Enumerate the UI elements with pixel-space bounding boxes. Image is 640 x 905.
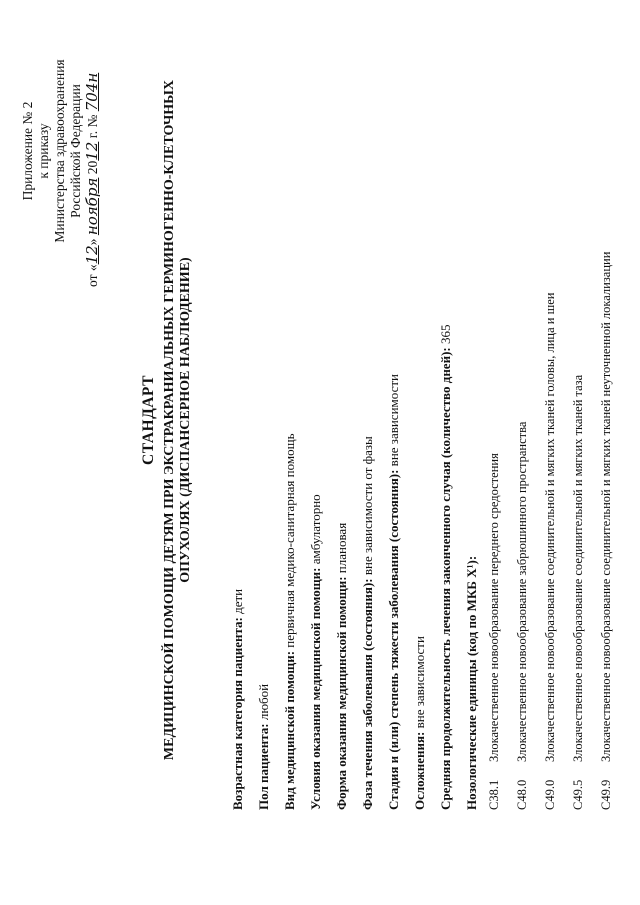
order-number: 704н — [83, 72, 101, 112]
date-month: ноября — [83, 177, 101, 236]
nosology-code: C49.9 — [599, 779, 613, 810]
param-stage — [381, 30, 407, 810]
param-age — [225, 30, 251, 810]
nosology-code: C38.1 — [487, 779, 501, 810]
nosology-row — [536, 20, 564, 810]
param-duration — [433, 30, 459, 810]
appendix-block — [20, 15, 101, 287]
nosology-desc: Злокачественное новообразование переднего средостения — [487, 453, 501, 762]
param-sex — [251, 30, 277, 810]
nosology-code: C48.0 — [515, 779, 529, 810]
nosology-list — [480, 20, 620, 810]
param-label: Вид медицинской помощи: — [282, 650, 297, 810]
param-value: любой — [256, 683, 271, 724]
nosology-row — [508, 20, 536, 810]
appendix-date-line — [84, 15, 101, 287]
param-label: Возрастная категория пациента: — [230, 617, 245, 810]
date-year: 12 — [83, 141, 101, 161]
date-mid: » — [85, 238, 100, 246]
appendix-ministry: Министерства здравоохранения — [52, 59, 67, 243]
param-label: Форма оказания медицинской помощи: — [334, 576, 349, 810]
param-label: Стадия и (или) степень тяжести заболевания (состояния): — [386, 469, 401, 810]
param-phase — [355, 30, 381, 810]
param-label: Условия оказания медицинской помощи: — [308, 567, 323, 810]
param-complications — [407, 30, 433, 810]
param-value: амбулаторно — [308, 494, 323, 568]
param-value: плановая — [334, 522, 349, 577]
param-value: первичная медико-санитарная помощь — [282, 433, 297, 651]
document-title: СТАНДАРТ — [140, 375, 157, 465]
param-form — [329, 30, 355, 810]
date-day: 12 — [83, 245, 101, 265]
nosology-code: C49.0 — [543, 779, 557, 810]
param-label: Нозологические единицы (код по МКБ X¹): — [464, 555, 479, 810]
param-conditions — [303, 30, 329, 810]
date-prefix: от « — [85, 264, 100, 287]
nosology-row — [592, 20, 620, 810]
param-label: Средняя продолжительность лечения законченного случая (количество дней): — [438, 347, 453, 810]
title-block — [140, 55, 194, 785]
params-list — [225, 30, 485, 810]
date-year-prefix: 20 — [85, 160, 100, 178]
nosology-desc: Злокачественное новообразование забрюшинного пространства — [515, 421, 529, 762]
nosology-desc: Злокачественное новообразование соединительной и мягких тканей таза — [571, 374, 585, 762]
document-subtitle: МЕДИЦИНСКОЙ ПОМОЩИ ДЕТЯМ ПРИ ЭКСТРАКРАНИАЛЬНЫХ ГЕРМИНОГЕННО-КЛЕТОЧНЫХ ОПУХОЛЯХ (ДИСПАНСЕРНОЕ НАБЛЮДЕНИЕ) — [162, 79, 193, 761]
param-label: Фаза течения заболевания (состояния): — [360, 578, 375, 810]
param-care-type — [277, 30, 303, 810]
param-label: Осложнения: — [412, 731, 427, 810]
param-value: 365 — [438, 324, 453, 348]
param-value: вне зависимости от фазы — [360, 436, 375, 579]
nosology-row — [564, 20, 592, 810]
appendix-to-order: к приказу — [36, 123, 51, 179]
param-value: дети — [230, 588, 245, 618]
appendix-country: Российской Федерации — [68, 84, 83, 218]
nosology-row — [480, 20, 508, 810]
param-label: Пол пациента: — [256, 723, 271, 810]
date-suffix: г. № — [85, 114, 100, 142]
nosology-code: C49.5 — [571, 779, 585, 810]
param-value: вне зависимости — [412, 636, 427, 732]
nosology-desc: Злокачественное новообразование соединительной и мягких тканей головы, лица и шеи — [543, 292, 557, 762]
param-value: вне зависимости — [386, 374, 401, 470]
appendix-number: Приложение № 2 — [20, 101, 35, 201]
nosology-desc: Злокачественное новообразование соединительной и мягких тканей неуточненной локализации — [599, 251, 613, 762]
